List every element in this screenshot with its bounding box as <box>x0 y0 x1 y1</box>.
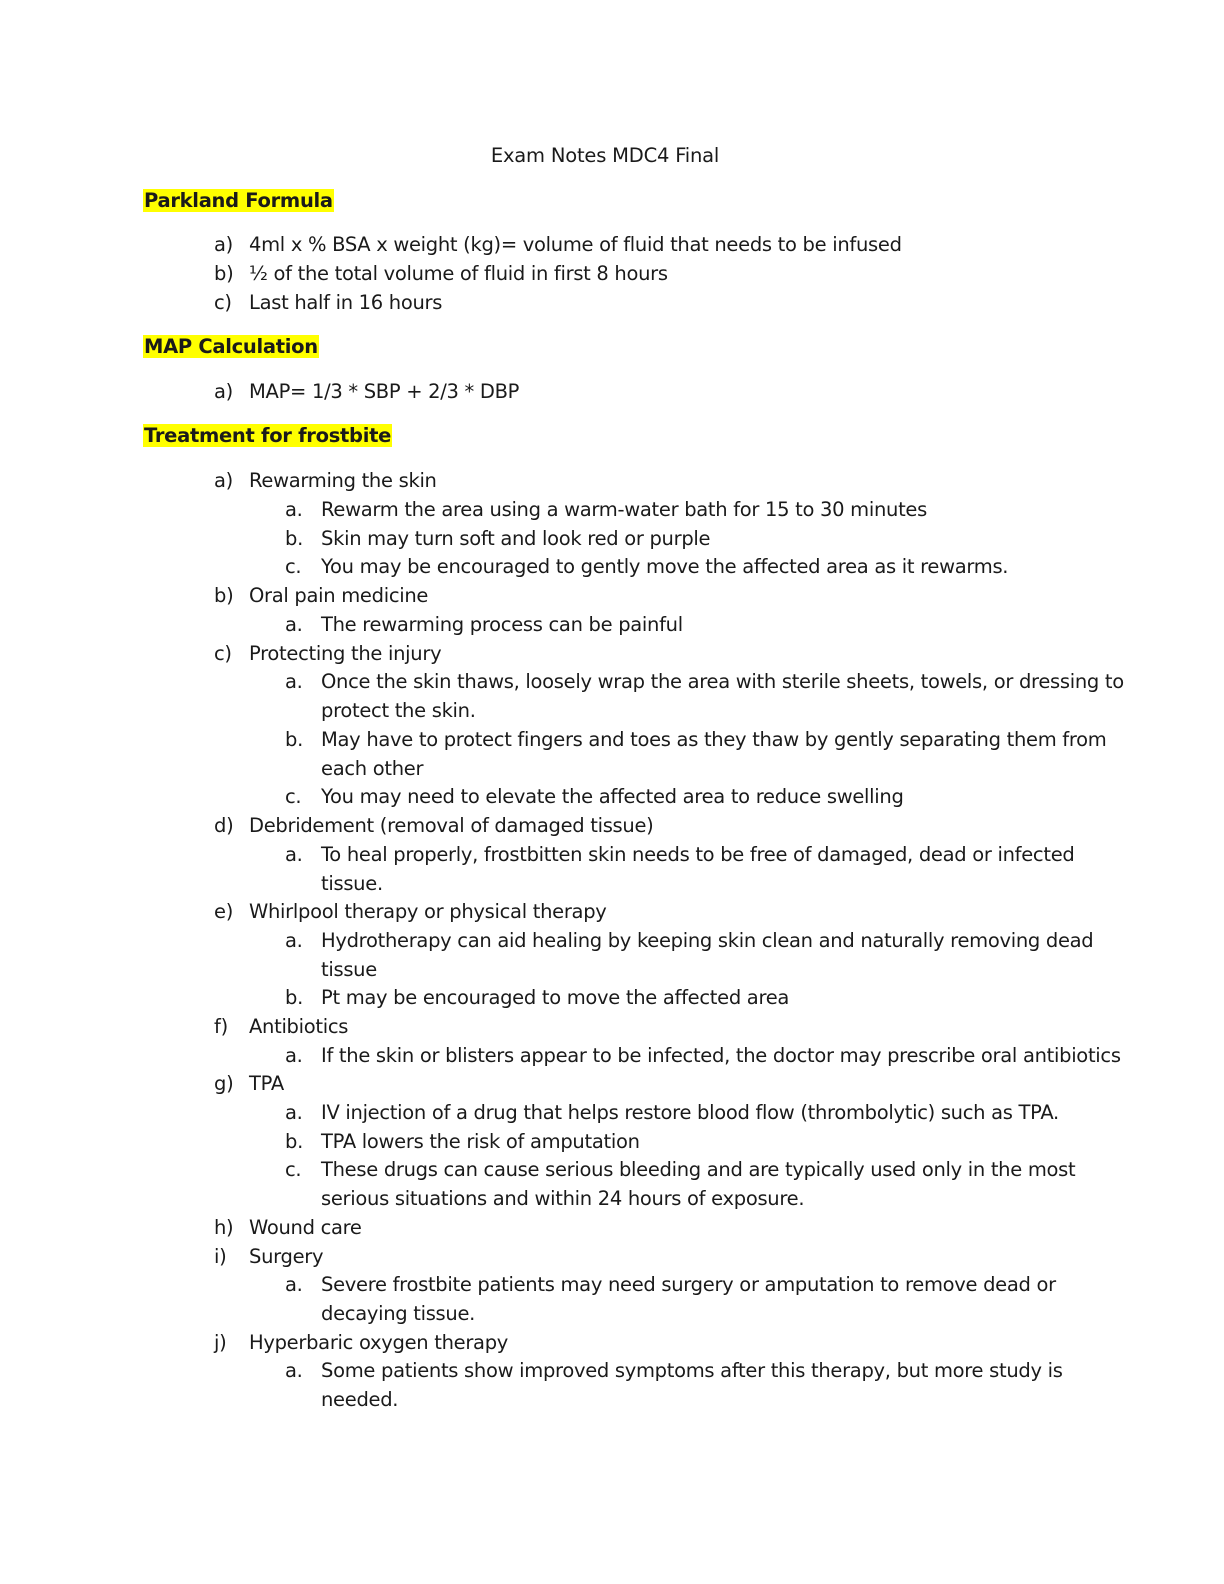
list-item <box>0 261 1224 287</box>
list-item <box>0 232 1224 258</box>
section-heading-frostbite <box>143 423 392 449</box>
list-item-text: The rewarming process can be painful <box>321 613 683 636</box>
list-item-text: IV injection of a drug that helps restore blood flow (thrombolytic) such as TPA. <box>321 1101 1059 1124</box>
sub-list-item <box>0 784 1224 810</box>
sub-list-item <box>0 1100 1224 1126</box>
list-item <box>0 641 1224 667</box>
list-item-text: Wound care <box>249 1216 362 1239</box>
list-marker: a) <box>214 380 233 403</box>
list-marker: a. <box>285 1101 303 1124</box>
list-marker: c. <box>285 555 302 578</box>
list-marker: a) <box>214 469 233 492</box>
list-marker: a. <box>285 1044 303 1067</box>
list-item-text: TPA <box>249 1072 284 1095</box>
list-marker: f) <box>214 1015 228 1038</box>
list-item-text: Once the skin thaws, loosely wrap the area with sterile sheets, towels, or dressing to <box>321 670 1124 693</box>
list-item-text: ½ of the total volume of fluid in first 8 hours <box>249 262 668 285</box>
list-item <box>0 583 1224 609</box>
list-item <box>0 290 1224 316</box>
list-marker: i) <box>214 1245 227 1268</box>
list-marker: j) <box>214 1331 227 1354</box>
list-item-text: Pt may be encouraged to move the affected area <box>321 986 790 1009</box>
section-heading-parkland <box>143 188 334 214</box>
heading-highlight: Treatment for frostbite <box>144 424 392 447</box>
list-marker: a. <box>285 843 303 866</box>
list-item-text: You may need to elevate the affected area to reduce swelling <box>321 785 904 808</box>
list-marker: a. <box>285 1359 303 1382</box>
list-item-text: 4ml x % BSA x weight (kg)= volume of fluid that needs to be infused <box>249 233 902 256</box>
sub-list-item <box>0 985 1224 1011</box>
list-item-text: Surgery <box>249 1245 324 1268</box>
list-marker: e) <box>214 900 234 923</box>
list-marker: a) <box>214 233 233 256</box>
list-item <box>0 899 1224 925</box>
sub-list-item <box>0 1358 1224 1384</box>
list-item-text: Whirlpool therapy or physical therapy <box>249 900 607 923</box>
list-marker: b. <box>285 986 303 1009</box>
heading-highlight: MAP Calculation <box>144 335 318 358</box>
list-item <box>0 1244 1224 1270</box>
list-item-text: Severe frostbite patients may need surgery or amputation to remove dead or <box>321 1273 1056 1296</box>
list-item <box>0 1014 1224 1040</box>
list-marker: b) <box>214 584 234 607</box>
sub-list-item <box>0 669 1224 695</box>
list-item-continuation: each other <box>321 757 424 780</box>
list-marker: a. <box>285 613 303 636</box>
list-marker: h) <box>214 1216 234 1239</box>
sub-list-item <box>0 554 1224 580</box>
list-item-text: MAP= 1/3 * SBP + 2/3 * DBP <box>249 380 520 403</box>
list-item-text: Debridement (removal of damaged tissue) <box>249 814 654 837</box>
list-item-text: Hyperbaric oxygen therapy <box>249 1331 509 1354</box>
list-marker: a. <box>285 1273 303 1296</box>
list-item-text: Last half in 16 hours <box>249 291 443 314</box>
list-item-continuation: decaying tissue. <box>321 1302 476 1325</box>
section-heading-map <box>143 334 319 360</box>
list-item-text: Rewarm the area using a warm-water bath for 15 to 30 minutes <box>321 498 927 521</box>
list-item <box>0 379 1224 405</box>
list-marker: b. <box>285 527 303 550</box>
list-marker: c) <box>214 291 232 314</box>
list-item-text: TPA lowers the risk of amputation <box>321 1130 640 1153</box>
list-marker: d) <box>214 814 234 837</box>
list-item-continuation: serious situations and within 24 hours of exposure. <box>321 1187 805 1210</box>
sub-list-item <box>0 842 1224 868</box>
sub-list-item <box>0 1157 1224 1183</box>
list-item <box>0 813 1224 839</box>
sub-list-item <box>0 1129 1224 1155</box>
list-item-text: May have to protect fingers and toes as they thaw by gently separating them from <box>321 728 1107 751</box>
heading-highlight: Parkland Formula <box>144 189 333 212</box>
sub-list-item <box>0 727 1224 753</box>
list-marker: a. <box>285 670 303 693</box>
sub-list-item <box>0 612 1224 638</box>
list-item-text: You may be encouraged to gently move the affected area as it rewarms. <box>321 555 1009 578</box>
sub-list-item <box>0 928 1224 954</box>
list-marker: g) <box>214 1072 234 1095</box>
list-item-text: These drugs can cause serious bleeding and are typically used only in the most <box>321 1158 1076 1181</box>
list-marker: c) <box>214 642 232 665</box>
document-title: Exam Notes MDC4 Final <box>490 144 720 167</box>
list-item-continuation: tissue <box>321 958 377 981</box>
list-item <box>0 1215 1224 1241</box>
list-marker: c. <box>285 1158 302 1181</box>
list-item-text: Hydrotherapy can aid healing by keeping skin clean and naturally removing dead <box>321 929 1094 952</box>
list-item-text: Protecting the injury <box>249 642 442 665</box>
list-item-continuation: needed. <box>321 1388 399 1411</box>
list-item-continuation: protect the skin. <box>321 699 476 722</box>
list-item-text: If the skin or blisters appear to be infected, the doctor may prescribe oral antibiotics <box>321 1044 1121 1067</box>
list-marker: a. <box>285 929 303 952</box>
list-item <box>0 1330 1224 1356</box>
list-item-text: Oral pain medicine <box>249 584 429 607</box>
list-item-continuation: tissue. <box>321 872 383 895</box>
list-item-text: To heal properly, frostbitten skin needs to be free of damaged, dead or infected <box>321 843 1075 866</box>
list-marker: b. <box>285 728 303 751</box>
list-marker: b. <box>285 1130 303 1153</box>
list-marker: a. <box>285 498 303 521</box>
sub-list-item <box>0 1272 1224 1298</box>
list-item-text: Skin may turn soft and look red or purple <box>321 527 711 550</box>
list-item-text: Antibiotics <box>249 1015 349 1038</box>
sub-list-item <box>0 526 1224 552</box>
list-marker: c. <box>285 785 302 808</box>
list-item-text: Some patients show improved symptoms after this therapy, but more study is <box>321 1359 1063 1382</box>
list-item <box>0 468 1224 494</box>
list-item <box>0 1071 1224 1097</box>
list-item-text: Rewarming the skin <box>249 469 437 492</box>
sub-list-item <box>0 497 1224 523</box>
sub-list-item <box>0 1043 1224 1069</box>
list-marker: b) <box>214 262 234 285</box>
